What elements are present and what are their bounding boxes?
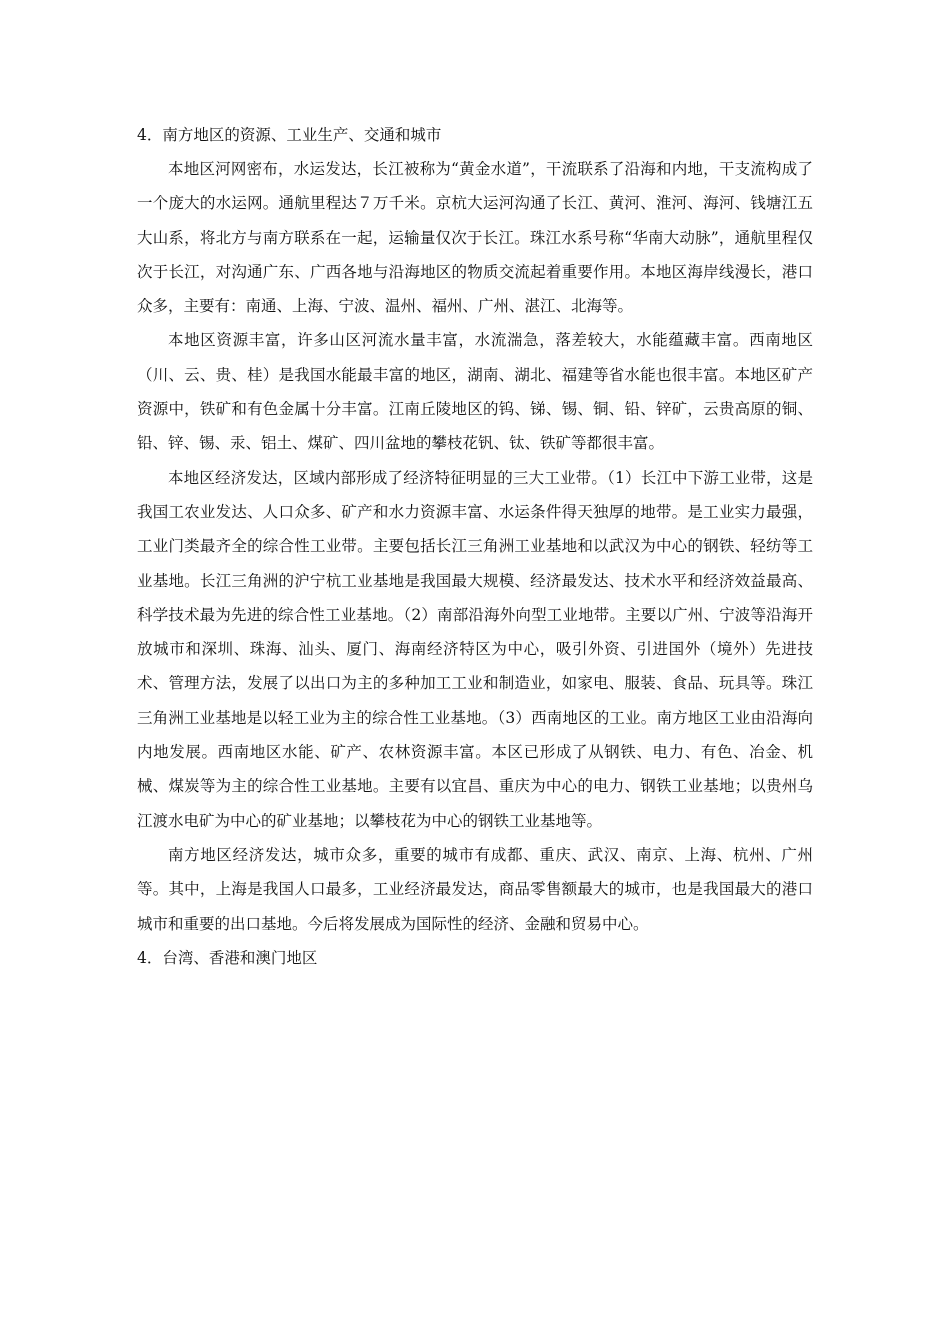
paragraph-industry: 本地区经济发达，区域内部形成了经济特征明显的三大工业带。（1）长江中下游工业带，这是我国工农业发达、人口众多、矿产和水力资源丰富、水运条件得天独厚的地带。是工业实力最强，工业门类最齐全的综合性工业带。主要包括长江三角洲工业基地和以武汉为中心的钢铁、轻纺等工业基地。长江三角洲的沪宁杭工业基地是我国最大规模、经济最发达、技术水平和经济效益最高、科学技术最为先进的综合性工业基地。（2）南部沿海外向型工业地带。主要以广州、宁波等沿海开放城市和深圳、珠海、汕头、厦门、海南经济特区为中心，吸引外资、引进国外（境外）先进技术、管理方法，发展了以出口为主的多种加工工业和制造业，如家电、服装、食品、玩具等。珠江三角洲工业基地是以轻工业为主的综合性工业基地。（3）西南地区的工业。南方地区工业由沿海向内地发展。西南地区水能、矿产、农林资源丰富。本区已形成了从钢铁、电力、有色、冶金、机械、煤炭等为主的综合性工业基地。主要有以宜昌、重庆为中心的电力、钢铁工业基地；以贵州乌江渡水电矿为中心的矿业基地；以攀枝花为中心的钢铁工业基地等。 bbox=[137, 468, 813, 830]
paragraph-cities: 南方地区经济发达，城市众多，重要的城市有成都、重庆、武汉、南京、上海、杭州、广州等。其中，上海是我国人口最多，工业经济最发达，商品零售额最大的城市，也是我国最大的港口城市和重要的出口基地。今后将发展成为国际性的经济、金融和贸易中心。 bbox=[137, 845, 813, 933]
section-heading: 4．南方地区的资源、工业生产、交通和城市 bbox=[137, 126, 442, 144]
next-section-heading: 4．台湾、香港和澳门地区 bbox=[137, 948, 318, 967]
paragraph-resources: 本地区资源丰富，许多山区河流水量丰富，水流湍急，落差较大，水能蕴藏丰富。西南地区（川、云、贵、桂）是我国水能最丰富的地区，湖南、湖北、福建等省水能也很丰富。本地区矿产资源中，铁矿和有色金属十分丰富。江南丘陵地区的钨、锑、锡、铜、铅、锌矿，云贵高原的铜、铅、锌、锡、汞、铝土、煤矿、四川盆地的攀枝花钒、钛、铁矿等都很丰富。 bbox=[137, 331, 813, 453]
document-page bbox=[137, 118, 813, 975]
paragraph-transport: 本地区河网密布，水运发达，长江被称为“黄金水道”，干流联系了沿海和内地，干支流构成了一个庞大的水运网。通航里程达７万千米。京杭大运河沟通了长江、黄河、淮河、海河、钱塘江五大山系，将北方与南方联系在一起，运输量仅次于长江。珠江水系号称“华南大动脉”，通航里程仅次于长江，对沟通广东、广西各地与沿海地区的物质交流起着重要作用。本地区海岸线漫长，港口众多，主要有：南通、上海、宁波、温州、福州、广州、湛江、北海等。 bbox=[137, 160, 813, 316]
